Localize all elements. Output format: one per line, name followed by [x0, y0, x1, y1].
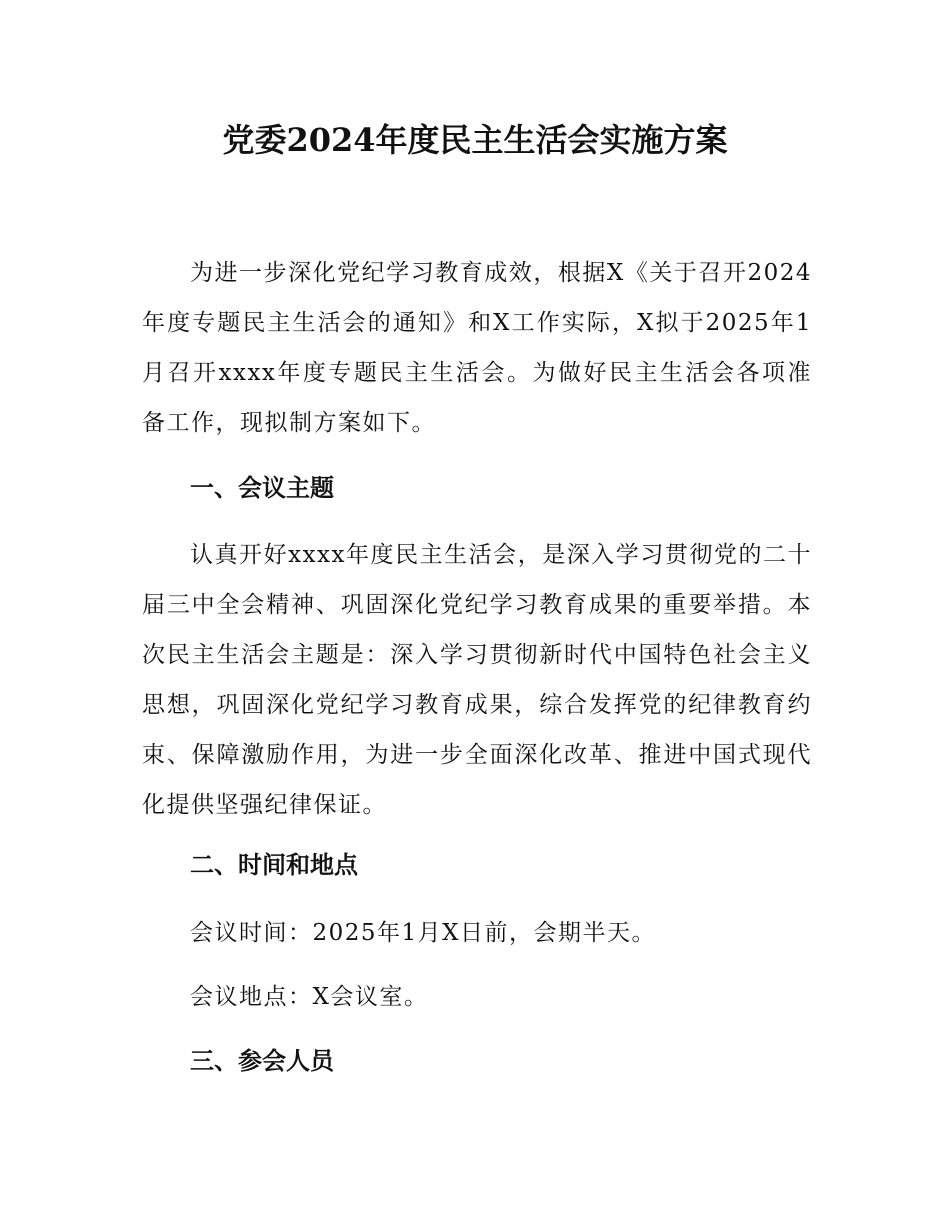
- document-title: 党委2024年度民主生活会实施方案: [222, 121, 728, 159]
- section-heading-theme: 一、会议主题: [190, 474, 334, 502]
- section-heading-time-place: 二、时间和地点: [190, 851, 358, 879]
- meeting-time-line: 会议时间：2025年1月X日前，会期半天。: [190, 920, 657, 946]
- intro-paragraph: 为进一步深化党纪学习教育成效，根据X《关于召开2024年度专题民主生活会的通知》和X工作实际，X拟于2025年1月召开xxxx年度专题民主生活会。为做好民主生活会各项准备工作，现拟制方案如下。: [142, 260, 812, 436]
- meeting-place-line: 会议地点：X会议室。: [190, 984, 429, 1010]
- section-heading-attendees: 三、参会人员: [190, 1047, 334, 1075]
- theme-paragraph: 认真开好xxxx年度民主生活会，是深入学习贯彻党的二十届三中全会精神、巩固深化党纪学习教育成果的重要举措。本次民主生活会主题是：深入学习贯彻新时代中国特色社会主义思想，巩固深化党纪学习教育成果，综合发挥党的纪律教育约束、保障激励作用，为进一步全面深化改革、推进中国式现代化提供坚强纪律保证。: [142, 542, 812, 818]
